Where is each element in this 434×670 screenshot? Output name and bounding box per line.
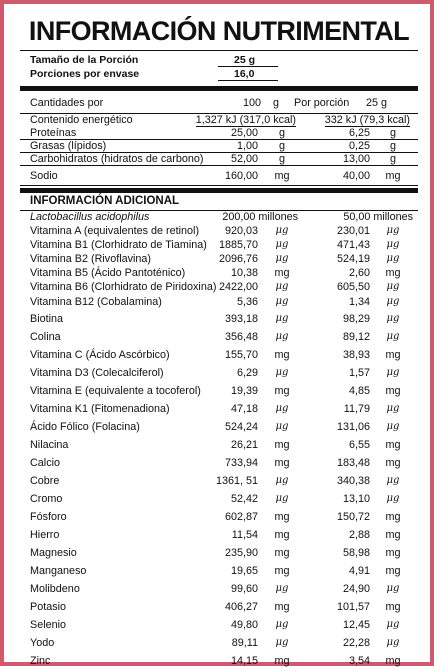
unit-per-serving: g — [389, 127, 396, 139]
unit-per-serving: mg — [385, 565, 401, 577]
unit-per-100g: g — [278, 127, 285, 139]
nutrition-panel — [20, 14, 418, 670]
nutrient-label: Vitamina B6 (Clorhidrato de Piridoxina) — [30, 281, 217, 293]
amount-per-serving: 13,00 — [342, 153, 370, 165]
nutrient-label: Ácido Fólico (Folacina) — [30, 421, 140, 433]
table-row — [20, 224, 418, 238]
nutrient-label: Manganeso — [30, 565, 87, 577]
unit-per-100g: μg — [275, 239, 289, 250]
unit-per-100g: g — [278, 153, 285, 165]
unit-per-100g: μg — [275, 619, 289, 630]
amount-per-100g: 393,18 — [224, 313, 258, 325]
page-title: INFORMACIÓN NUTRIMENTAL — [28, 16, 410, 46]
additional-info-heading: INFORMACIÓN ADICIONAL — [30, 195, 180, 207]
macros-table — [20, 127, 418, 186]
unit-per-serving: mg — [385, 529, 401, 541]
energy-row — [20, 114, 418, 127]
unit-per-100g: μg — [275, 296, 289, 307]
unit-per-100g: μg — [275, 253, 289, 264]
amount-per-100g: 2096,76 — [218, 253, 258, 265]
unit-per-serving: mg — [385, 511, 401, 523]
amount-per-100g: 2422,00 — [218, 281, 258, 293]
energy-value-serving: 332 kJ (79,3 kcal) — [324, 114, 410, 126]
nutrient-label: Potasio — [30, 601, 67, 613]
quantities-label: Cantidades por — [30, 97, 104, 109]
nutrient-label: Calcio — [30, 457, 61, 469]
header-amount-serving: 25 — [366, 97, 379, 109]
amount-per-100g: 52,00 — [230, 153, 258, 165]
nutrient-label: Vitamina D3 (Colecalciferol) — [30, 367, 164, 379]
amount-per-serving: 101,57 — [336, 601, 370, 613]
unit-per-100g: μg — [275, 331, 289, 342]
unit-per-100g: μg — [275, 281, 289, 292]
unit-per-serving: μg — [386, 637, 400, 648]
unit-per-serving: mg — [385, 655, 401, 667]
nutrient-label: Fósforo — [30, 511, 67, 523]
unit-per-serving: μg — [386, 493, 400, 504]
amount-per-serving: 340,38 — [336, 475, 370, 487]
header-amount-100: 100 — [242, 97, 261, 109]
unit-per-serving: mg — [385, 439, 401, 451]
table-row — [20, 454, 418, 472]
table-row — [20, 328, 418, 346]
table-row — [20, 140, 418, 153]
additional-info-title — [20, 193, 418, 210]
unit-per-100g: mg — [274, 511, 290, 523]
amount-per-serving: 230,01 — [336, 225, 370, 237]
unit-per-serving: μg — [386, 281, 400, 292]
amount-per-100g: 1361, 51 — [215, 475, 258, 487]
unit-per-serving: μg — [386, 421, 400, 432]
unit-per-serving: mg — [385, 385, 401, 397]
amount-per-100g: 5,36 — [236, 296, 258, 308]
unit-per-serving: μg — [386, 403, 400, 414]
table-row — [20, 280, 418, 294]
unit-per-100g: mg — [274, 547, 290, 559]
amount-per-serving: 6,55 — [348, 439, 370, 451]
nutrients-table — [20, 224, 418, 670]
servings-per-container-label: Porciones por envase — [30, 68, 140, 80]
nutrient-label: Molibdeno — [30, 583, 80, 595]
unit-per-100g: mg — [274, 529, 290, 541]
unit-per-100g: mg — [274, 565, 290, 577]
table-row — [20, 562, 418, 580]
amount-per-100g: 26,21 — [230, 439, 258, 451]
amount-per-100g: 733,94 — [224, 457, 258, 469]
table-row — [20, 346, 418, 364]
table-row — [20, 364, 418, 382]
unit-per-100g: μg — [275, 225, 289, 236]
unit-per-100g: μg — [275, 367, 289, 378]
amount-per-serving: 2,88 — [348, 529, 370, 541]
unit-per-serving: g — [389, 153, 396, 165]
lactobacillus-row — [20, 211, 418, 224]
nutrient-label: Zinc — [30, 655, 51, 667]
unit-per-100g: mg — [274, 170, 290, 182]
amount-per-serving: 12,45 — [342, 619, 370, 631]
nutrient-label: Vitamina K1 (Fitomenadiona) — [30, 403, 170, 415]
amount-per-100g: 25,00 — [230, 127, 258, 139]
amount-per-100g: 52,42 — [230, 493, 258, 505]
amount-per-serving: 22,28 — [342, 637, 370, 649]
table-row — [20, 544, 418, 562]
per-serving-label: Por porción — [294, 97, 350, 109]
amount-per-100g: 11,54 — [231, 529, 258, 541]
amount-per-serving: 150,72 — [336, 511, 370, 523]
serving-size-row — [20, 53, 418, 67]
divider — [20, 86, 418, 91]
table-row — [20, 652, 418, 670]
unit-per-serving: mg — [385, 349, 401, 361]
table-row — [20, 472, 418, 490]
nutrient-label: Vitamina A (equivalentes de retinol) — [30, 225, 200, 237]
amount-per-serving: 4,91 — [348, 565, 370, 577]
unit-per-100g: μg — [275, 421, 289, 432]
lactobacillus-value-serving: 50,00 millones — [343, 211, 413, 223]
divider — [20, 50, 418, 51]
nutrient-label: Vitamina B2 (Rivoflavina) — [30, 253, 152, 265]
table-row — [20, 436, 418, 454]
unit-per-100g: μg — [275, 493, 289, 504]
unit-per-100g: mg — [274, 655, 290, 667]
amount-per-100g: 49,80 — [230, 619, 258, 631]
amount-per-serving: 183,48 — [336, 457, 370, 469]
nutrient-label: Proteínas — [30, 127, 77, 139]
amount-per-serving: 13,10 — [342, 493, 370, 505]
nutrient-label: Magnesio — [30, 547, 77, 559]
header-unit-100: g — [273, 97, 280, 109]
amount-per-100g: 10,38 — [230, 267, 258, 279]
amount-per-100g: 524,24 — [224, 421, 258, 433]
table-row — [20, 127, 418, 140]
nutrient-label: Hierro — [30, 529, 60, 541]
unit-per-serving: μg — [386, 619, 400, 630]
nutrient-label: Vitamina E (equivalente a tocoferol) — [30, 385, 201, 397]
unit-per-100g: μg — [275, 583, 289, 594]
table-row — [20, 616, 418, 634]
amount-per-100g: 602,87 — [224, 511, 258, 523]
unit-per-serving: μg — [386, 225, 400, 236]
amount-per-100g: 19,39 — [230, 385, 258, 397]
table-row — [20, 400, 418, 418]
unit-per-serving: μg — [386, 475, 400, 486]
amount-per-100g: 89,11 — [231, 637, 258, 649]
unit-per-100g: g — [278, 140, 285, 152]
unit-per-100g: mg — [274, 601, 290, 613]
table-row — [20, 310, 418, 328]
nutrient-label: Cromo — [30, 493, 63, 505]
lactobacillus-value-100: 200,00 millones — [222, 211, 298, 223]
table-row — [20, 634, 418, 652]
amount-per-serving: 524,19 — [336, 253, 370, 265]
table-row — [20, 382, 418, 400]
amount-per-100g: 155,70 — [224, 349, 258, 361]
table-row — [20, 166, 418, 186]
table-row — [20, 266, 418, 280]
amount-per-100g: 406,27 — [224, 601, 258, 613]
table-row — [20, 294, 418, 310]
energy-label: Contenido energético — [30, 114, 133, 126]
amount-per-100g: 1,00 — [236, 140, 258, 152]
nutrient-label: Selenio — [30, 619, 67, 631]
nutrient-label: Colina — [30, 331, 61, 343]
amount-per-serving: 58,98 — [342, 547, 370, 559]
amount-per-100g: 160,00 — [224, 170, 258, 182]
table-row — [20, 153, 418, 166]
nutrient-label: Vitamina B12 (Cobalamina) — [30, 296, 162, 308]
unit-per-100g: μg — [275, 313, 289, 324]
unit-per-serving: μg — [386, 313, 400, 324]
table-row — [20, 598, 418, 616]
amount-per-serving: 4,85 — [348, 385, 370, 397]
amount-per-serving: 1,57 — [348, 367, 370, 379]
amount-per-serving: 89,12 — [342, 331, 370, 343]
amount-per-serving: 605,50 — [336, 281, 370, 293]
amount-per-serving: 6,25 — [348, 127, 370, 139]
amount-per-serving: 11,79 — [343, 403, 370, 415]
unit-per-serving: μg — [386, 296, 400, 307]
unit-per-serving: μg — [386, 331, 400, 342]
table-row — [20, 526, 418, 544]
amount-per-serving: 0,25 — [348, 140, 370, 152]
unit-per-100g: μg — [275, 475, 289, 486]
amount-per-serving: 131,06 — [336, 421, 370, 433]
amount-per-serving: 1,34 — [348, 296, 370, 308]
nutrient-label: Nilacina — [30, 439, 69, 451]
unit-per-serving: mg — [385, 457, 401, 469]
nutrient-label: Vitamina C (Ácido Ascórbico) — [30, 349, 170, 361]
unit-per-100g: mg — [274, 349, 290, 361]
serving-size-label: Tamaño de la Porción — [30, 54, 139, 66]
table-row — [20, 508, 418, 526]
nutrient-label: Sodio — [30, 170, 58, 182]
unit-per-serving: g — [389, 140, 396, 152]
amount-per-serving: 24,90 — [342, 583, 370, 595]
amount-per-100g: 356,48 — [224, 331, 258, 343]
amount-per-serving: 38,93 — [342, 349, 370, 361]
table-row — [20, 580, 418, 598]
amount-per-100g: 14,15 — [230, 655, 258, 667]
nutrient-label: Carbohidratos (hidratos de carbono) — [30, 153, 204, 165]
amount-per-serving: 471,43 — [336, 239, 370, 251]
nutrient-label: Vitamina B1 (Clorhidrato de Tiamina) — [30, 239, 207, 251]
unit-per-100g: mg — [274, 267, 290, 279]
amount-per-serving: 3,54 — [348, 655, 370, 667]
table-row — [20, 490, 418, 508]
unit-per-serving: mg — [385, 547, 401, 559]
unit-per-100g: mg — [274, 457, 290, 469]
amount-per-100g: 19,65 — [230, 565, 258, 577]
amount-per-100g: 6,29 — [236, 367, 258, 379]
table-row — [20, 238, 418, 252]
unit-per-serving: mg — [385, 267, 401, 279]
amount-per-100g: 47,18 — [230, 403, 258, 415]
nutrient-label: Biotina — [30, 313, 64, 325]
table-row — [20, 252, 418, 266]
amount-per-serving: 2,60 — [348, 267, 370, 279]
unit-per-100g: mg — [274, 439, 290, 451]
unit-per-serving: μg — [386, 239, 400, 250]
unit-per-serving: μg — [386, 583, 400, 594]
quantities-header-row — [20, 94, 418, 111]
table-row — [20, 418, 418, 436]
amount-per-serving: 40,00 — [342, 170, 370, 182]
unit-per-100g: μg — [275, 637, 289, 648]
unit-per-serving: μg — [386, 367, 400, 378]
energy-value-100: 1,327 kJ (317,0 kcal) — [195, 114, 296, 126]
unit-per-serving: mg — [385, 601, 401, 613]
amount-per-serving: 98,29 — [342, 313, 370, 325]
nutrient-label: Vitamina B5 (Ácido Pantoténico) — [30, 267, 186, 279]
unit-per-100g: mg — [274, 385, 290, 397]
amount-per-100g: 235,90 — [224, 547, 258, 559]
servings-per-container-value: 16,0 — [218, 68, 278, 81]
unit-per-serving: mg — [385, 170, 401, 182]
unit-per-100g: μg — [275, 403, 289, 414]
nutrient-label: Cobre — [30, 475, 60, 487]
servings-per-container-row — [20, 67, 418, 81]
amount-per-100g: 99,60 — [230, 583, 258, 595]
amount-per-100g: 920,03 — [224, 225, 258, 237]
lactobacillus-label: Lactobacillus acidophilus — [30, 211, 150, 223]
nutrient-label: Yodo — [30, 637, 55, 649]
header-unit-serving: g — [381, 97, 388, 109]
serving-size-value: 25 g — [218, 54, 278, 67]
nutrient-label: Grasas (lípidos) — [30, 140, 107, 152]
amount-per-100g: 1885,70 — [218, 239, 258, 251]
unit-per-serving: μg — [386, 253, 400, 264]
